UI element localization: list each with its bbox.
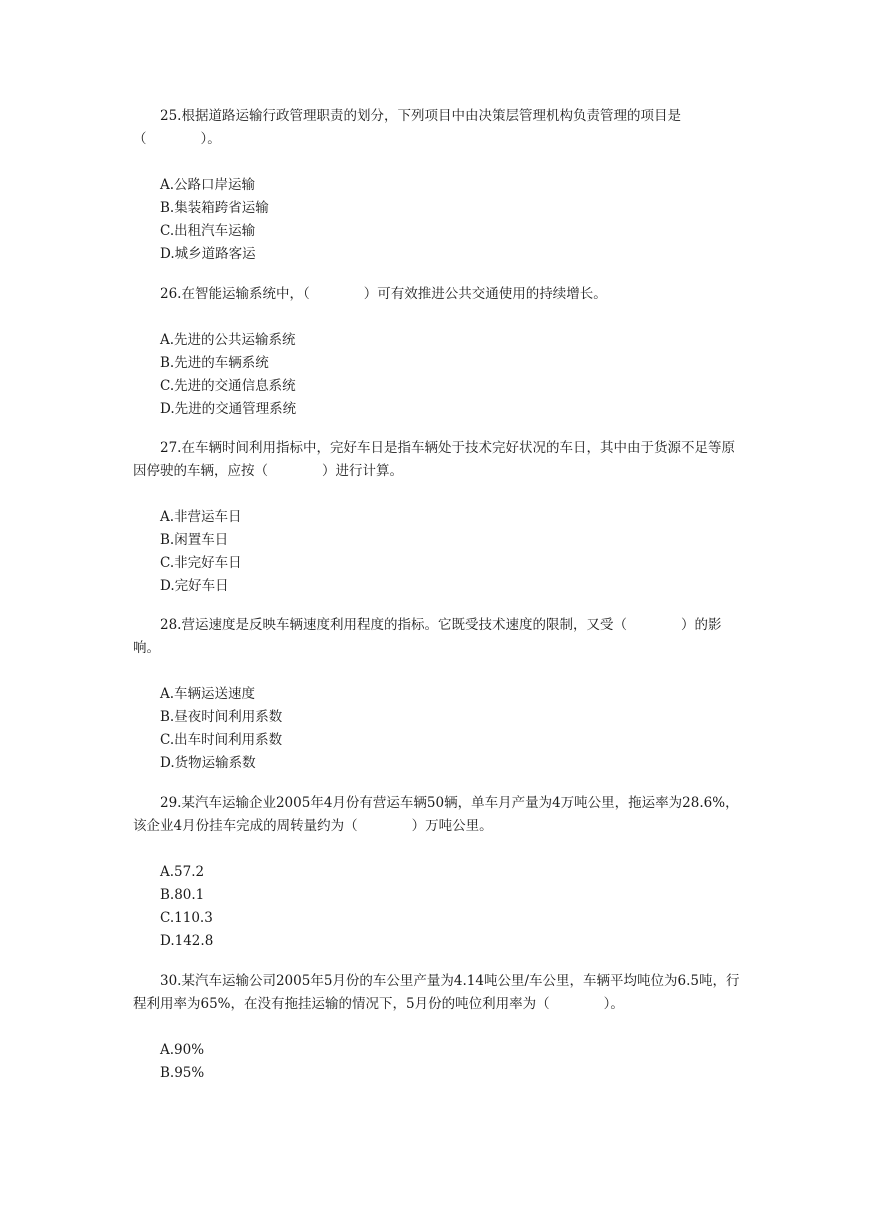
option-d: D.完好车日 xyxy=(160,578,229,594)
option-list xyxy=(133,861,743,953)
option-a: A.车辆运送速度 xyxy=(160,686,256,702)
option-list xyxy=(133,329,743,421)
option-b: B.先进的车辆系统 xyxy=(160,355,269,371)
option-a: A.公路口岸运输 xyxy=(160,177,256,193)
question-stem: 28.营运速度是反映车辆速度利用程度的指标。它既受技术速度的限制，又受（ ）的影响。 xyxy=(133,617,722,656)
option-a: A.57.2 xyxy=(160,864,205,880)
option-c: C.先进的交通信息系统 xyxy=(160,378,296,394)
question-29 xyxy=(133,792,743,953)
option-list xyxy=(133,1039,743,1085)
option-b: B.闲置车日 xyxy=(160,532,229,548)
option-d: D.142.8 xyxy=(160,933,214,949)
option-a: A.非营运车日 xyxy=(160,509,242,525)
question-25 xyxy=(133,105,743,266)
option-list xyxy=(133,174,743,266)
option-list xyxy=(133,683,743,775)
option-a: A.先进的公共运输系统 xyxy=(160,332,296,348)
question-30 xyxy=(133,970,743,1085)
option-c: C.110.3 xyxy=(160,910,213,926)
option-d: D.城乡道路客运 xyxy=(160,246,256,262)
question-stem: 27.在车辆时间利用指标中，完好车日是指车辆处于技术完好状况的车日，其中由于货源不足等原因停驶的车辆，应按（ ）进行计算。 xyxy=(133,440,735,479)
option-b: B.昼夜时间利用系数 xyxy=(160,709,283,725)
option-list xyxy=(133,506,743,598)
question-stem: 25.根据道路运输行政管理职责的划分，下列项目中由决策层管理机构负责管理的项目是（ ）。 xyxy=(133,108,681,147)
option-a: A.90% xyxy=(160,1042,205,1058)
option-c: C.非完好车日 xyxy=(160,555,242,571)
question-28 xyxy=(133,614,743,775)
option-c: C.出车时间利用系数 xyxy=(160,732,283,748)
question-26 xyxy=(133,283,743,421)
option-d: D.货物运输系数 xyxy=(160,755,256,771)
question-stem: 26.在智能运输系统中，（ ）可有效推进公共交通使用的持续增长。 xyxy=(160,286,607,302)
question-stem: 29.某汽车运输企业2005年4月份有营运车辆50辆，单车月产量为4万吨公里，拖运率为28.6%，该企业4月份挂车完成的周转量约为（ ）万吨公里。 xyxy=(133,795,739,834)
question-stem: 30.某汽车运输公司2005年5月份的车公里产量为4.14吨公里/车公里，车辆平均吨位为6.5吨，行程利用率为65%，在没有拖挂运输的情况下，5月份的吨位利用率为（ ）。 xyxy=(133,973,740,1012)
option-b: B.80.1 xyxy=(160,887,205,903)
option-c: C.出租汽车运输 xyxy=(160,223,256,239)
option-b: B.集装箱跨省运输 xyxy=(160,200,269,216)
option-d: D.先进的交通管理系统 xyxy=(160,401,297,417)
question-27 xyxy=(133,437,743,598)
option-b: B.95% xyxy=(160,1065,205,1081)
